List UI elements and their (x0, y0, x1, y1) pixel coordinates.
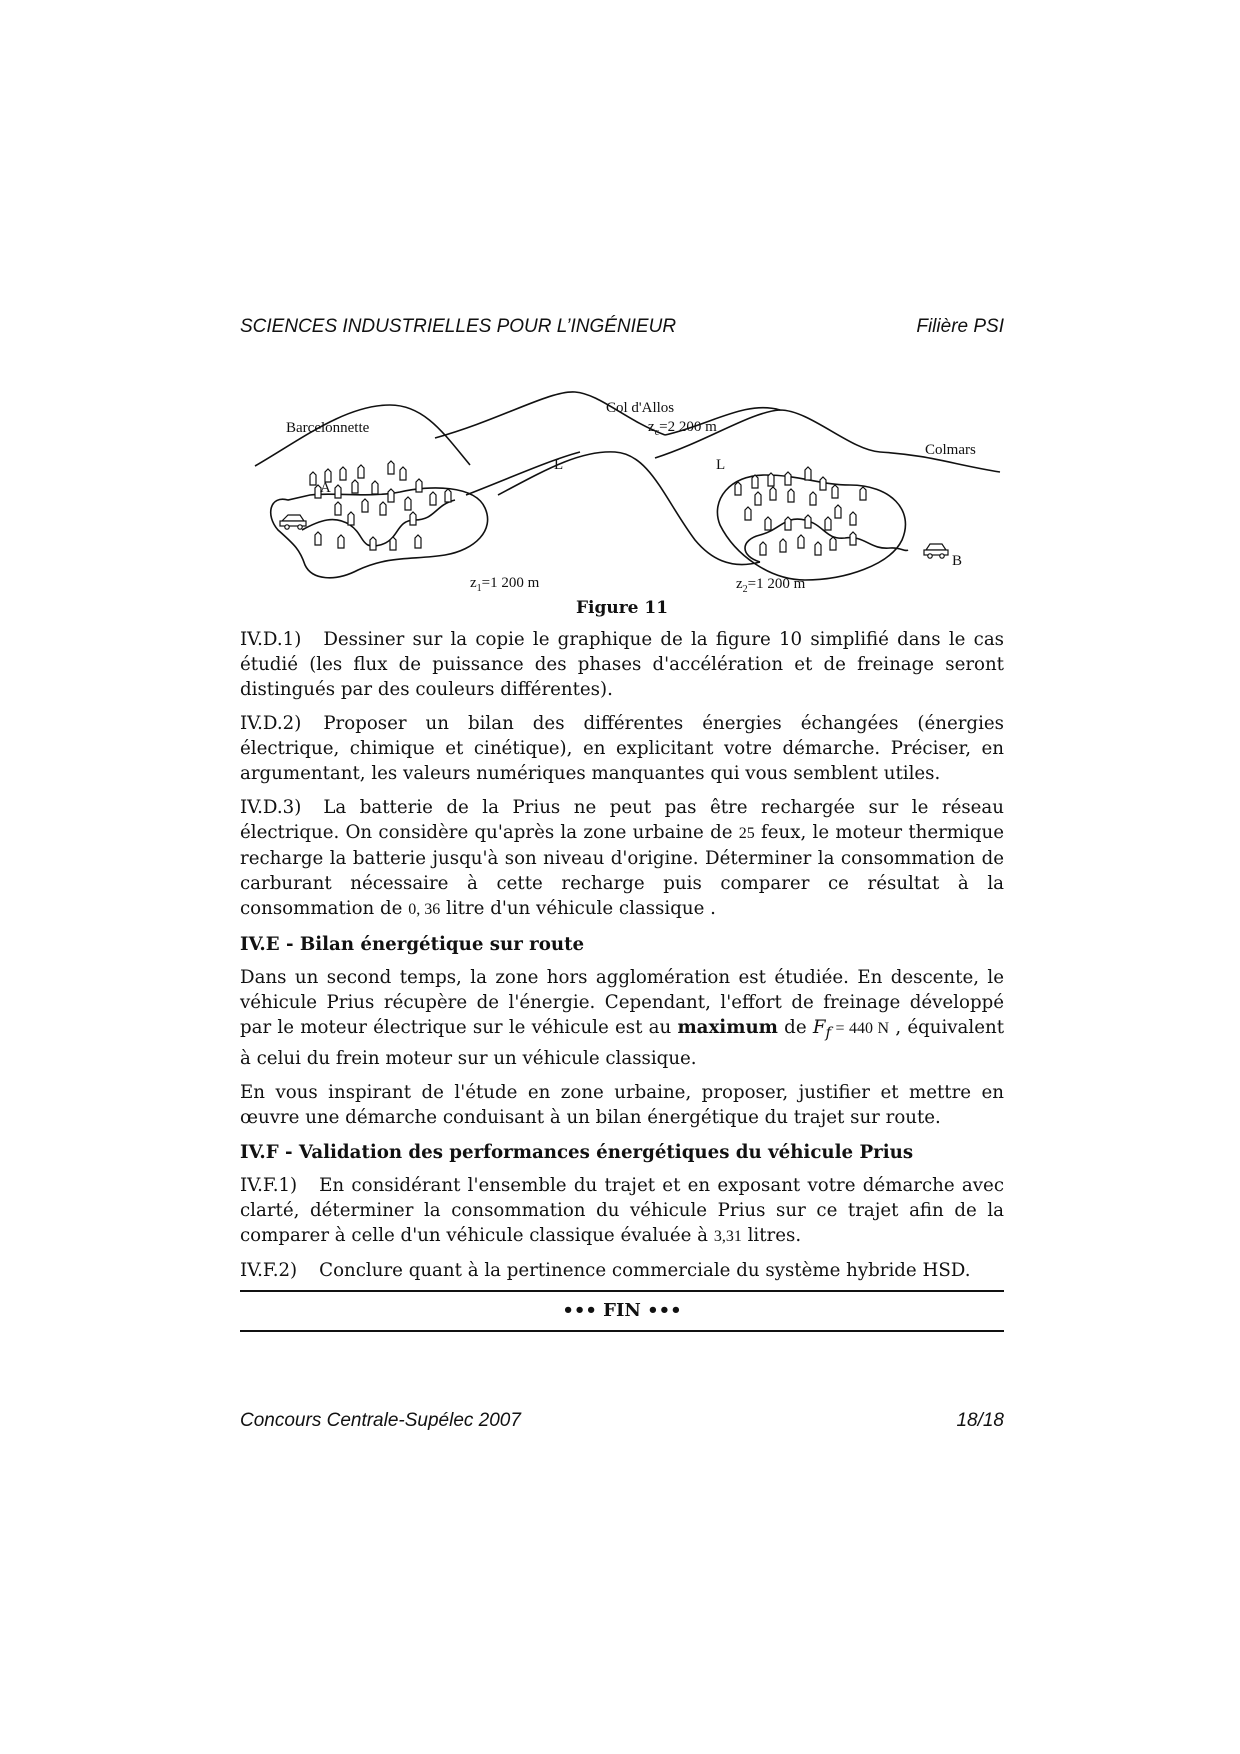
houses-right (735, 467, 866, 555)
house-icon (338, 535, 344, 548)
house-icon (388, 461, 394, 474)
house-icon (390, 537, 396, 550)
house-icon (400, 467, 406, 480)
page-header (240, 316, 1004, 342)
section-e-paragraph-2: En vous inspirant de l'étude en zone urbaine, proposer, justifier et mettre en œuvre une démarche conduisant à un bilan énergétique du trajet sur route. (240, 1081, 1004, 1128)
house-icon (362, 499, 368, 512)
house-icon (765, 517, 771, 530)
house-icon (815, 542, 821, 555)
house-icon (335, 485, 341, 498)
question-number: IV.F.2) (240, 1259, 298, 1281)
house-icon (416, 479, 422, 492)
header-subject: SCIENCES INDUSTRIELLES POUR L’INGÉNIEUR (240, 316, 677, 337)
house-icon (760, 542, 766, 555)
figure-11 (240, 380, 1004, 620)
house-icon (370, 537, 376, 550)
house-icon (770, 487, 776, 500)
house-icon (352, 480, 358, 493)
value-litres: 3,31 (713, 1227, 742, 1245)
label-z1: $z_1=1$ 200 m (470, 575, 540, 594)
label-z2: $z_2=1$ 200 m (736, 576, 806, 595)
force-symbol: F (812, 1017, 826, 1038)
house-icon (410, 512, 416, 525)
path-left-town (302, 500, 455, 546)
house-icon (798, 535, 804, 548)
house-icon (445, 489, 451, 502)
value-feux: 25 (738, 825, 755, 842)
town-zone-left (271, 488, 488, 578)
house-icon (850, 532, 856, 545)
label-col-allos: Col d'Allos (606, 400, 675, 416)
house-icon (785, 472, 791, 485)
house-icon (805, 467, 811, 480)
section-heading-e: IV.E - Bilan énergétique sur route (240, 934, 585, 955)
house-icon (780, 539, 786, 552)
question-number: IV.D.1) (240, 629, 302, 650)
page-number: 18/18 (956, 1410, 1004, 1431)
section-heading-f: IV.F - Validation des performances énergétiques du véhicule Prius (240, 1141, 914, 1163)
question-number: IV.D.2) (240, 713, 302, 734)
page-footer (240, 1410, 1004, 1436)
house-icon (348, 512, 354, 525)
house-icon (745, 507, 751, 520)
house-icon (825, 517, 831, 530)
house-icon (380, 502, 386, 515)
house-icon (358, 465, 364, 478)
house-icon (735, 482, 741, 495)
label-barcelonnette: Barcelonnette (286, 420, 370, 436)
car-icon-start (280, 515, 306, 529)
house-icon (832, 485, 838, 498)
house-icon (860, 487, 866, 500)
section-e-paragraph-1: Dans un second temps, la zone hors agglomération est étudiée. En descente, le véhicule Prius récupère de l'énergie. Cependant, l'effort de freinage développé par le moteur électrique sur le véhicule est au maximum de $F_f = 440$ N , équivalent à celui du frein moteur sur un véhicule classique. (240, 967, 1005, 1069)
house-icon (315, 532, 321, 545)
force-value: 440 N (849, 1020, 890, 1037)
house-icon (830, 537, 836, 550)
house-icon (820, 477, 826, 490)
emphasis-maximum: maximum (677, 1017, 778, 1038)
house-icon (415, 535, 421, 548)
page-body (240, 627, 1004, 1292)
header-track: Filière PSI (916, 316, 1004, 337)
label-zc: $z_c=2$ 200 m (648, 419, 717, 438)
house-icon (805, 515, 811, 528)
label-point-b: B (952, 553, 963, 569)
end-marker: ••• FIN ••• (240, 1290, 1004, 1332)
question-f2: IV.F.2) Conclure quant à la pertinence commerciale du système hybride HSD. (240, 1259, 971, 1281)
house-icon (340, 467, 346, 480)
figure-caption: Figure 11 (575, 598, 669, 618)
question-d1 (240, 627, 1004, 702)
house-icon (335, 502, 341, 515)
house-icon (785, 517, 791, 530)
question-d3: IV.D.3) La batterie de la Prius ne peut pas être rechargée sur le réseau électrique. On considère qu'après la zone urbaine de 25 feux, le moteur thermique recharge la batterie jusqu'à son niveau d'origine. Déterminer la consommation de carburant nécessaire à cette recharge puis comparer ce résultat à la consommation de 0, 36 litre d'un véhicule classique . (240, 797, 1004, 919)
house-icon (430, 492, 436, 505)
house-icon (755, 492, 761, 505)
label-point-a: A (320, 480, 331, 496)
houses-left (310, 461, 451, 550)
house-icon (310, 472, 316, 485)
label-l-right: L (716, 457, 726, 473)
footer-contest: Concours Centrale-Supélec 2007 (240, 1410, 521, 1431)
question-number: IV.D.3) (240, 797, 302, 818)
house-icon (405, 497, 411, 510)
house-icon (752, 475, 758, 488)
question-number: IV.F.1) (240, 1174, 298, 1196)
car-icon-end (924, 544, 948, 558)
house-icon (810, 492, 816, 505)
house-icon (835, 505, 841, 518)
label-colmars: Colmars (925, 442, 976, 458)
question-text: Dessiner sur la copie le graphique de la figure 10 simplifié dans le cas étudié (les flux de puissance des phases d'accélération et de freinage seront distingués par des couleurs différentes). (240, 629, 1004, 700)
house-icon (768, 473, 774, 486)
question-d2 (240, 711, 1004, 786)
house-icon (372, 481, 378, 494)
value-litre: 0, 36 (408, 901, 441, 918)
question-f1: IV.F.1) En considérant l'ensemble du trajet et en exposant votre démarche avec clarté, déterminer la consommation du véhicule Prius sur ce trajet afin de la comparer à celle d'un véhicule classique évaluée à 3,31 litres. (240, 1174, 1004, 1246)
question-text: Proposer un bilan des différentes énergies échangées (énergies électrique, chimique et cinétique), en explicitant votre démarche. Préciser, en argumentant, les valeurs numériques manquantes qui vous semblent utiles. (240, 713, 1004, 784)
house-icon (850, 512, 856, 525)
label-l-left: L (554, 457, 564, 473)
house-icon (388, 489, 394, 502)
house-icon (788, 489, 794, 502)
